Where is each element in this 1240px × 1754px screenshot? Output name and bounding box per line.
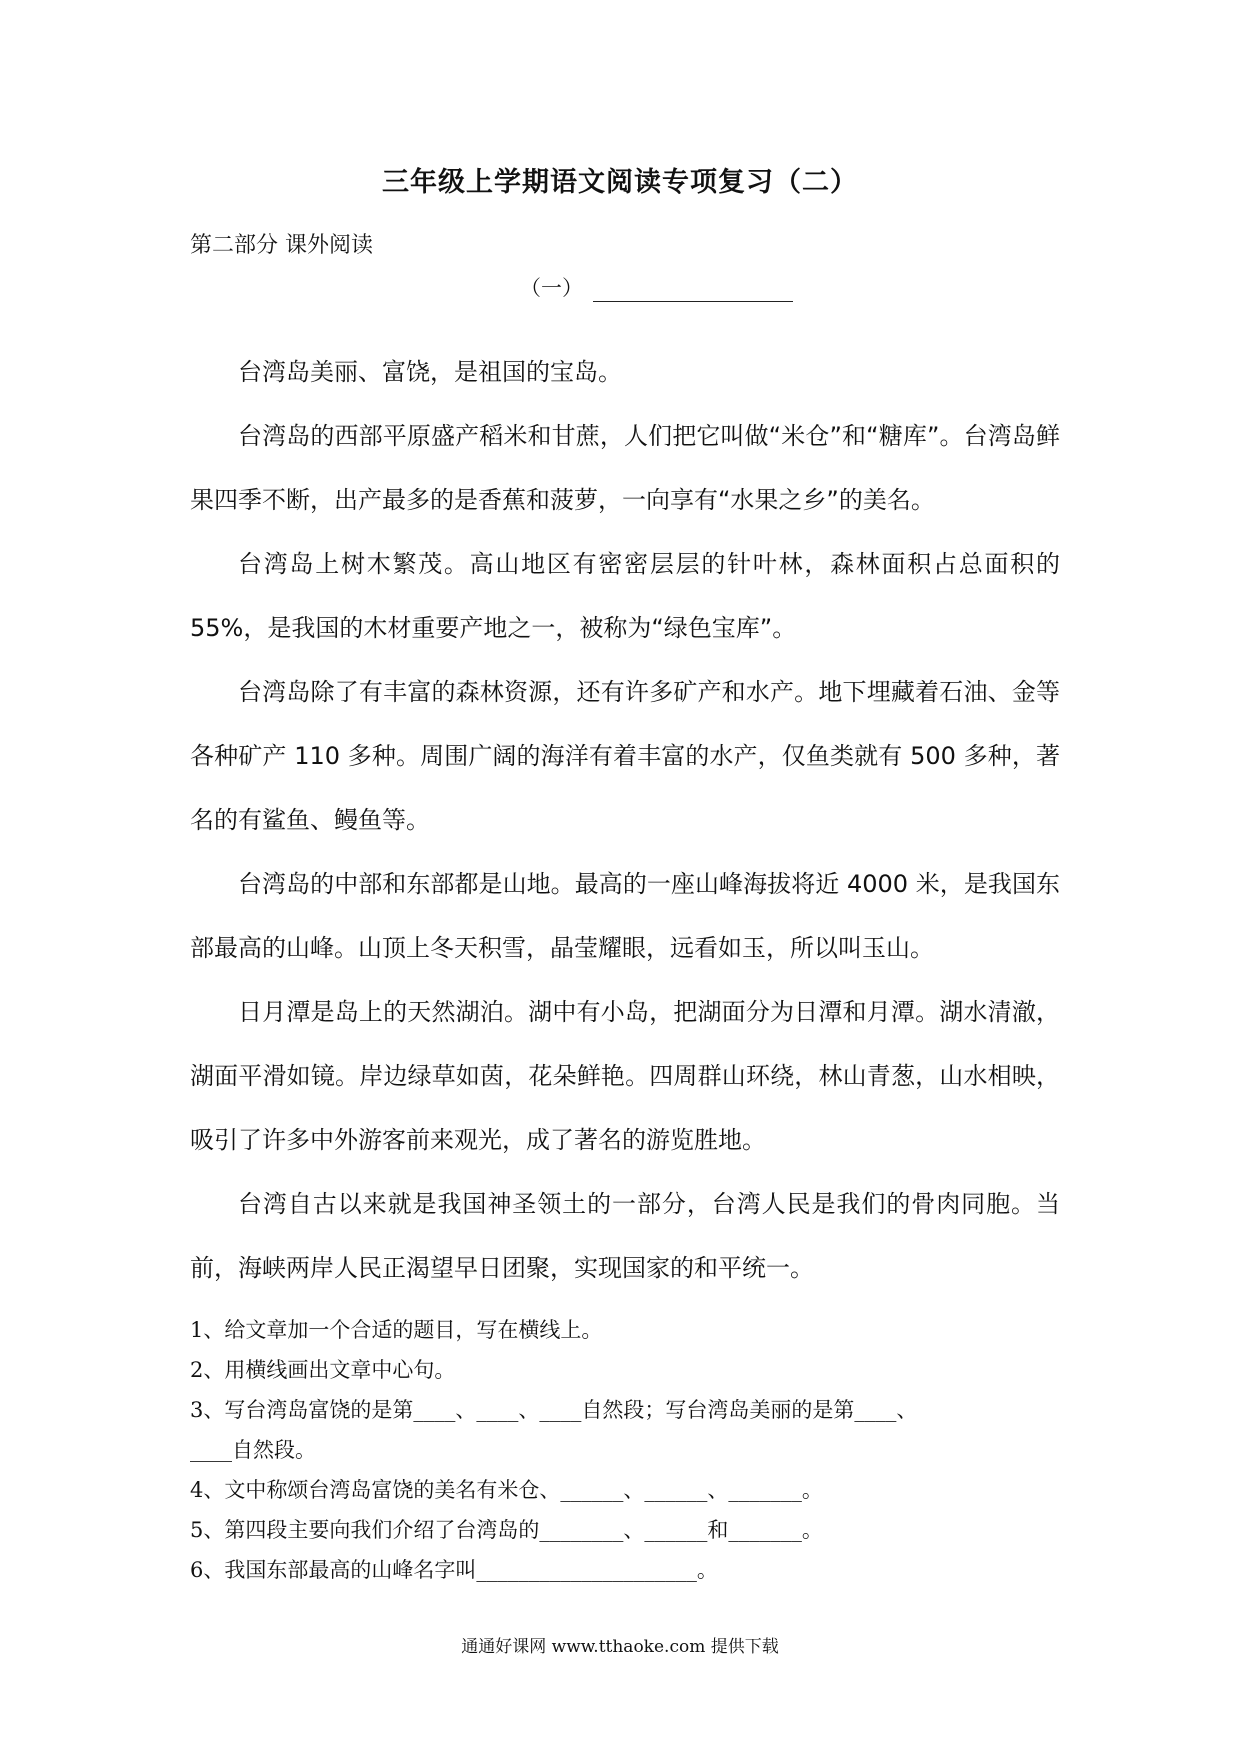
passage-paragraph-4: 台湾岛除了有丰富的森林资源，还有许多矿产和水产。地下埋藏着石油、金等各种矿产 110 多种。周围广阔的海洋有着丰富的水产，仅鱼类就有 500 多种，著名的有鲨鱼、鳗鱼等。	[190, 678, 1060, 834]
question-3-continued: ____自然段。	[190, 1438, 316, 1462]
passage-paragraph-3: 台湾岛上树木繁茂。高山地区有密密层层的针叶林，森林面积占总面积的55%，是我国的木材重要产地之一，被称为“绿色宝库”。	[190, 550, 1060, 642]
question-list	[190, 1310, 1070, 1590]
question-3: 3、写台湾岛富饶的是第____、____、____自然段；写台湾岛美丽的是第____、	[190, 1398, 918, 1422]
passage-number: （一）	[520, 276, 583, 300]
reading-passage	[190, 340, 1060, 1300]
question-2: 2、用横线画出文章中心句。	[190, 1358, 456, 1382]
passage-paragraph-5: 台湾岛的中部和东部都是山地。最高的一座山峰海拔将近 4000 米，是我国东部最高的山峰。山顶上冬天积雪，晶莹耀眼，远看如玉，所以叫玉山。	[190, 870, 1060, 962]
passage-paragraph-7: 台湾自古以来就是我国神圣领土的一部分，台湾人民是我们的骨肉同胞。当前，海峡两岸人民正渴望早日团聚，实现国家的和平统一。	[190, 1190, 1060, 1282]
section-heading: 第二部分 课外阅读	[190, 233, 373, 258]
title-answer-blank	[593, 277, 793, 302]
passage-paragraph-2: 台湾岛的西部平原盛产稻米和甘蔗，人们把它叫做“米仓”和“糖库”。台湾岛鲜果四季不断，出产最多的是香蕉和菠萝，一向享有“水果之乡”的美名。	[190, 422, 1060, 514]
question-4: 4、文中称颂台湾岛富饶的美名有米仓、______、______、_______。	[190, 1478, 823, 1502]
passage-paragraph-6: 日月潭是岛上的天然湖泊。湖中有小岛，把湖面分为日潭和月潭。湖水清澈，湖面平滑如镜。岸边绿草如茵，花朵鲜艳。四周群山环绕，林山青葱，山水相映，吸引了许多中外游客前来观光，成了著名的游览胜地。	[190, 998, 1060, 1154]
page-footer: 通通好课网 www.tthaoke.com 提供下载	[461, 1637, 779, 1657]
passage-paragraph-1: 台湾岛美丽、富饶，是祖国的宝岛。	[238, 358, 622, 386]
question-6: 6、我国东部最高的山峰名字叫_____________________。	[190, 1558, 718, 1582]
question-1: 1、给文章加一个合适的题目，写在横线上。	[190, 1318, 603, 1342]
passage-heading	[520, 272, 793, 302]
worksheet-title: 三年级上学期语文阅读专项复习（二）	[382, 167, 858, 198]
question-5: 5、第四段主要向我们介绍了台湾岛的________、______和_______。	[190, 1518, 823, 1542]
